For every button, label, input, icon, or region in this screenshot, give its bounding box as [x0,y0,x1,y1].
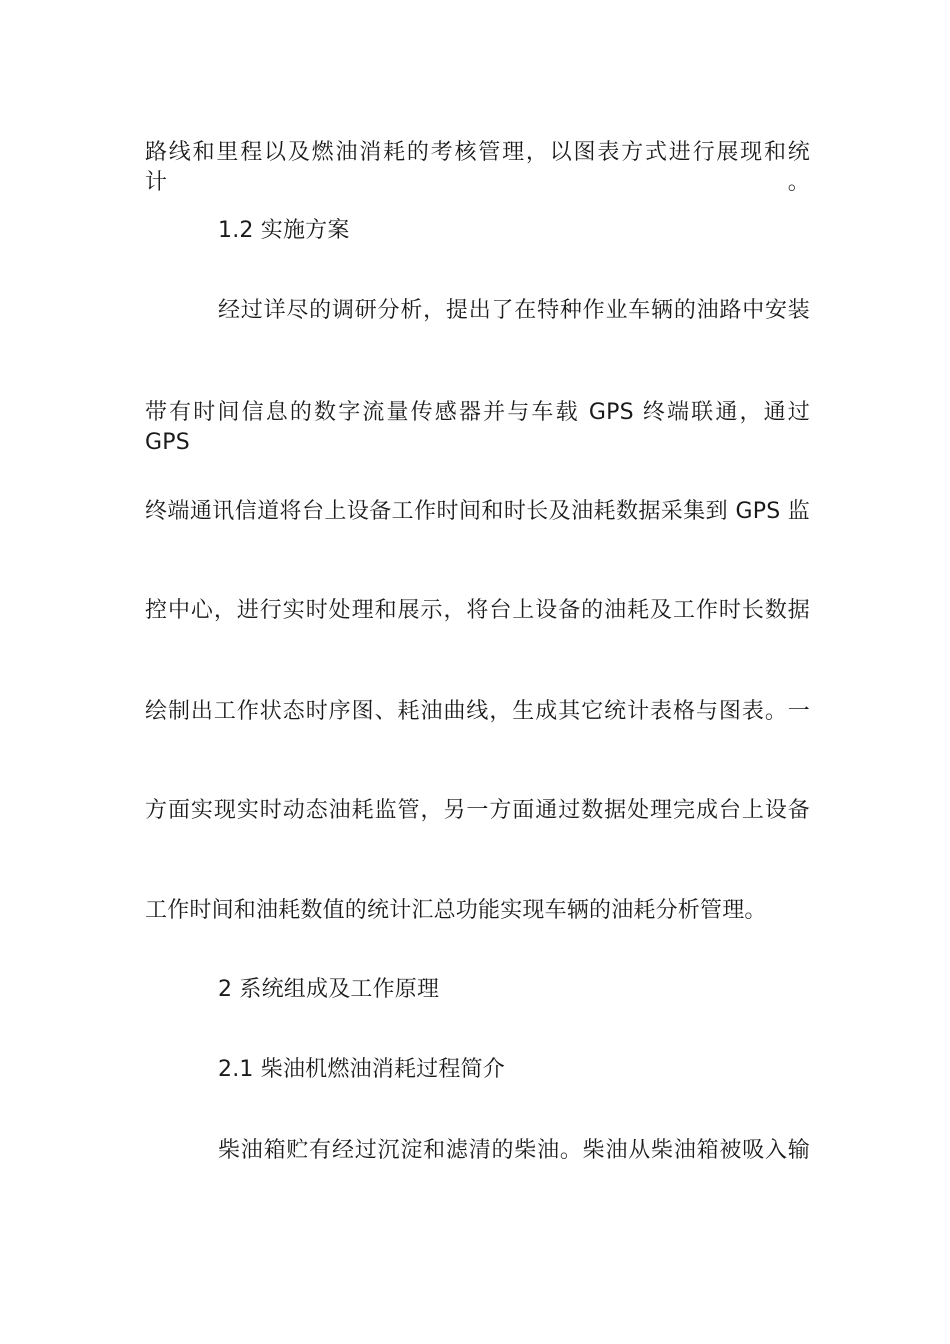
paragraph-line: 方面实现实时动态油耗监管，另一方面通过数据处理完成台上设备 [145,798,810,823]
paragraph-line: 带有时间信息的数字流量传感器并与车载 GPS 终端联通，通过 GPS [145,400,810,455]
paragraph-line: 控中心，进行实时处理和展示，将台上设备的油耗及工作时长数据 [145,598,810,623]
section-heading: 2 系统组成及工作原理 [218,977,440,1002]
paragraph-line: 路线和里程以及燃油消耗的考核管理，以图表方式进行展现和统计。 [145,140,810,195]
paragraph-line: 绘制出工作状态时序图、耗油曲线，生成其它统计表格与图表。一 [145,699,810,724]
section-heading: 1.2 实施方案 [218,218,350,243]
paragraph-line: 终端通讯信道将台上设备工作时间和时长及油耗数据采集到 GPS 监 [145,499,810,524]
paragraph-line: 工作时间和油耗数值的统计汇总功能实现车辆的油耗分析管理。 [145,898,767,923]
paragraph-line: 柴油箱贮有经过沉淀和滤清的柴油。柴油从柴油箱被吸入输 [218,1138,810,1163]
subsection-heading: 2.1 柴油机燃油消耗过程简介 [218,1057,505,1082]
paragraph-line: 经过详尽的调研分析，提出了在特种作业车辆的油路中安装 [218,298,810,323]
